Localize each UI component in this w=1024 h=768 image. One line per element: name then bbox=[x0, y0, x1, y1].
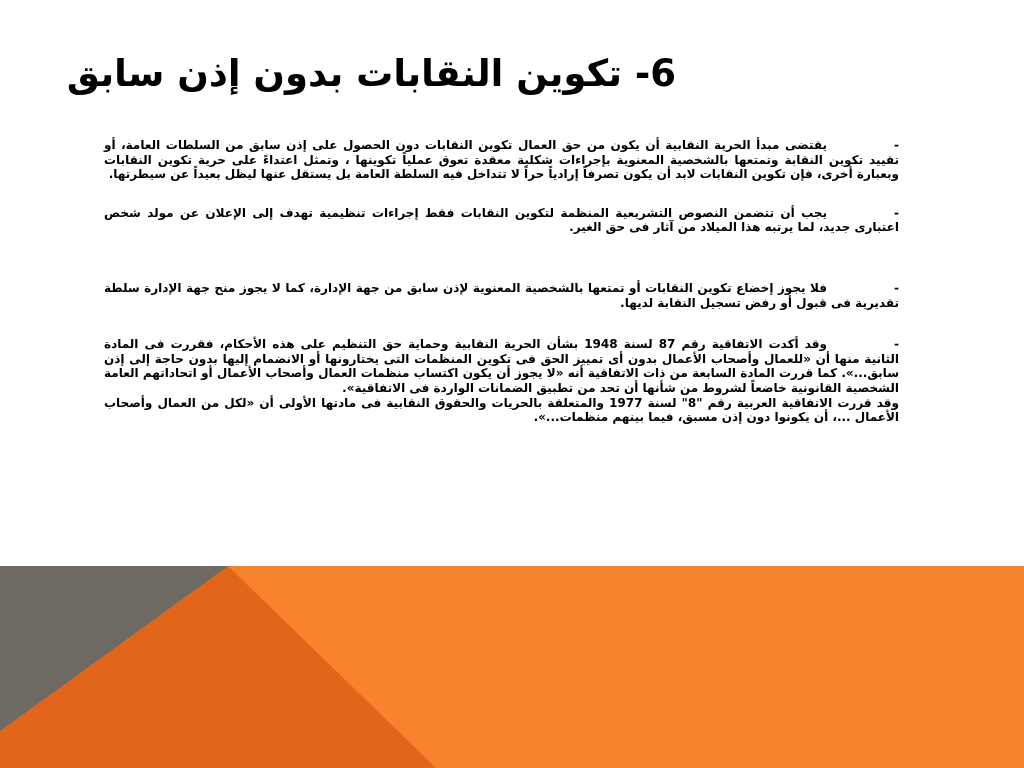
paragraph-4 bbox=[104, 337, 899, 425]
paragraph-3 bbox=[104, 281, 899, 310]
bullet-marker: - bbox=[894, 138, 899, 152]
paragraph-text: وقد أكدت الاتفاقية رقم 87 لسنة 1948 بشأن الحرية النقابية وحماية حق التنظيم على هذه الأحكام، فقررت فى المادة الثانية منها أن «للعمال وأصحاب الأعمال بدون أى تمييز الحق فى تكوين المنظمات التى يختارونها أو الانضمام إليها بدون حاجة إلى إذن سابق...». كما قررت المادة السابعة من ذات الاتفاقية أنه «لا يجوز أن يكون اكتساب منظمات العمال وأصحاب الأعمال أو اتحاداتهم العامة الشخصية القانونية خاضعاً لشروط من شأنها أن تحد من تطبيق الضمانات الواردة فى الاتفاقية». bbox=[104, 337, 899, 395]
paragraph-1 bbox=[104, 138, 899, 182]
bullet-marker: - bbox=[894, 337, 899, 352]
bullet-marker: - bbox=[894, 280, 899, 295]
paragraph-text: يجب أن تتضمن النصوص التشريعية المنظمة لتكوين النقابات فقط إجراءات تنظيمية تهدف إلى الإعلان عن مولد شخص اعتبارى جديد، لما يرتبه هذا الميلاد من آثار فى حق الغير. bbox=[104, 205, 899, 235]
paragraph-text: فلا يجوز إخضاع تكوين النقابات أو تمتعها بالشخصية المعنوية لإذن سابق من جهة الإدارة، كما لا يجوز منح جهة الإدارة سلطة تقديرية فى قبول أو رفض تسجيل النقابة لديها. bbox=[104, 280, 899, 310]
paragraph-2 bbox=[104, 206, 899, 235]
bullet-marker: - bbox=[894, 205, 899, 220]
slide-title: 6- تكوين النقابات بدون إذن سابق bbox=[66, 52, 676, 95]
paragraph-continuation: وقد قررت الاتفاقية العربية رقم "8" لسنة 1977 والمتعلقة بالحريات والحقوق النقابية فى مادتها الأولى أن «لكل من العمال وأصحاب الأعمال ...، أن يكونوا دون إذن مسبق، فيما بينهم منظمات...». bbox=[104, 395, 899, 425]
footer-shapes bbox=[0, 566, 1024, 768]
footer-decoration bbox=[0, 566, 1024, 768]
paragraph-text: يقتضى مبدأ الحرية النقابية أن يكون من حق العمال تكوين النقابات دون الحصول على إذن سابق من السلطات العامة، أو تقييد تكوين النقابة وتمتعها بالشخصية المعنوية بإجراءات شكلية معقدة تعوق عملياً تكوينها ، وتمثل اعتداءً على حرية تكوين النقابات وبعبارة أخرى، فإن تكوين النقابات لابد أن يكون تصرفاً إرادياً حراً لا تتداخل فيه السلطة العامة بل يستقل عنها ليظل بعيداً عن سيطرتها. bbox=[104, 138, 899, 182]
slide-body bbox=[104, 138, 899, 425]
